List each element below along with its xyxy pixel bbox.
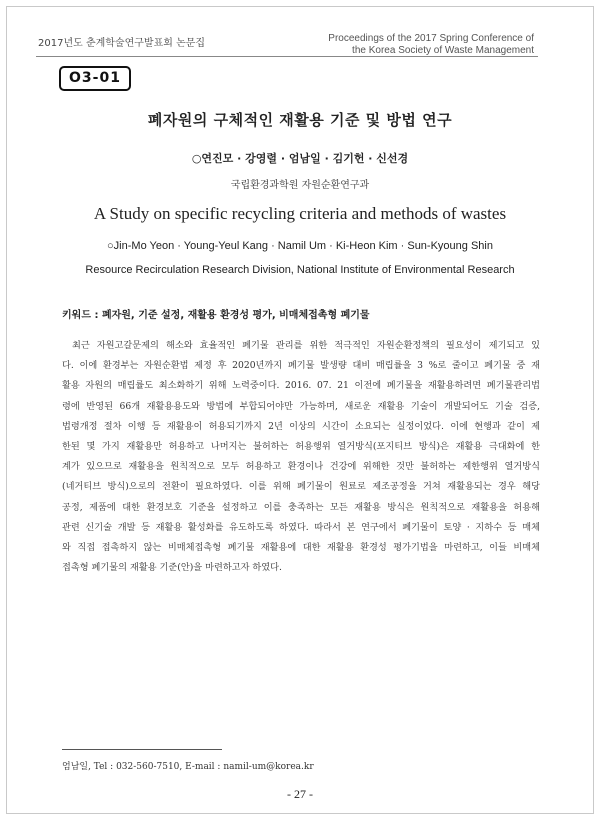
header-en-line1: Proceedings of the 2017 Spring Conference of: [328, 33, 534, 44]
affiliation-korean: 국립환경과학원 자원순환연구과: [230, 180, 370, 191]
abstract-line: 활용 자원의 매립률도 최소화하기 위해 노력중이다. 2016. 07. 21 이전에 폐기물을 재활용하려면 폐기물관리법: [62, 380, 540, 392]
abstract-line: 한된 몇 가지 재활용만 허용하고 나머지는 불허하는 허용행위 열거방식(포지티브 방식)은 재활용 극대화에 한: [62, 441, 540, 453]
abstract-line: 법령개정 절차 이행 등 재활용이 허용되기까지 2년 이상의 시간이 소요되는 실정이었다. 이에 현행과 같이 제: [62, 420, 540, 432]
header-conference-ko: 2017년도 춘계학술연구발표회 논문집: [38, 38, 206, 49]
authors-korean: ○연진모 · 강영렬 · 엄남일 · 김기헌 · 신선경: [191, 152, 409, 165]
footnote-contact: 엄남일, Tel : 032-560-7510, E-mail : namil-um@korea.kr: [62, 762, 314, 772]
abstract-line: 령에 반영된 66개 재활용용도와 방법에 부합되어야만 가능하며, 새로운 재활용 기술이 개발되어도 기술 검증,: [62, 400, 540, 412]
footnote-divider: [62, 749, 222, 750]
abstract-line: 관련 신기술 개발 등 재활용 활성화를 유도하도록 하였다. 따라서 본 연구에서 폐기물이 토양 · 지하수 등 매체: [62, 521, 540, 533]
page-number: - 27 -: [287, 787, 313, 801]
abstract-line: 접촉형 폐기물의 재활용 기준(안)을 마련하고자 하였다.: [62, 562, 282, 574]
authors-english: ○Jin-Mo Yeon · Young-Yeul Kang · Namil Um · Ki-Heon Kim · Sun-Kyoung Shin: [107, 240, 493, 252]
header-conference-en: [328, 33, 534, 57]
abstract-line: 최근 자원고갈문제의 해소와 효율적인 폐기물 관리를 위한 적극적인 자원순환정책의 필요성이 제기되고 있: [72, 340, 540, 351]
abstract-body: [62, 336, 540, 578]
abstract-line: 계가 있으므로 재활용을 원칙적으로 모두 허용하고 환경이나 건강에 위해한 것만 불허하는 제한행위 열거방식: [62, 461, 540, 473]
abstract-line: (네거티브 방식)으로의 전환이 필요하였다. 이를 위해 폐기물이 원료로 제조공정을 거쳐 재활용되는 경우 해당: [62, 481, 540, 493]
abstract-line: 와 직접 접촉하지 않는 비매체접촉형 폐기물 재활용에 대한 재활용 환경성 평가기법을 마련하고, 이들 비매체: [62, 542, 540, 554]
affiliation-english: Resource Recirculation Research Division, National Institute of Environmental Research: [85, 264, 515, 276]
abstract-line: 공정, 제품에 대한 환경보호 기준을 설정하고 이를 충족하는 모든 재활용 방식은 원칙적으로 재활용을 허용해: [62, 501, 540, 513]
paper-id-badge: O3-01: [59, 66, 131, 91]
header-en-line2: the Korea Society of Waste Management: [352, 45, 534, 56]
title-english: A Study on specific recycling criteria and methods of wastes: [93, 204, 507, 223]
abstract-line: 다. 이에 환경부는 자원순환법 제정 후 2020년까지 폐기물 발생량 대비 매립률을 3 %로 줄이고 폐기물 중 재: [62, 360, 540, 372]
title-korean: 폐자원의 구체적인 재활용 기준 및 방법 연구: [147, 111, 453, 129]
header-divider: [36, 56, 538, 57]
keywords: [62, 306, 370, 321]
keywords-label: 키워드 :: [62, 310, 102, 321]
keywords-text: 폐자원, 기준 설정, 재활용 환경성 평가, 비매체접촉형 폐기물: [101, 310, 370, 321]
